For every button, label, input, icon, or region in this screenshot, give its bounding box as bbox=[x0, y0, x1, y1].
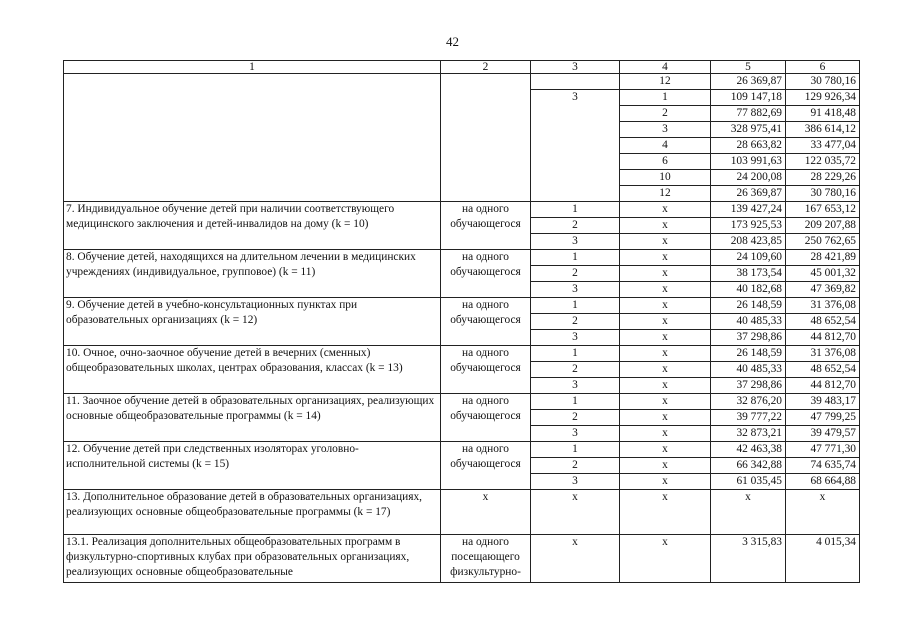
value-cell: 48 652,54 bbox=[786, 362, 860, 378]
header-cell: 5 bbox=[711, 61, 786, 74]
index-cell: x bbox=[620, 298, 711, 314]
table-row bbox=[64, 202, 860, 218]
group-cell: 2 bbox=[531, 218, 620, 234]
value-cell: 28 421,89 bbox=[786, 250, 860, 266]
index-cell: x bbox=[620, 362, 711, 378]
value-cell: 129 926,34 bbox=[786, 90, 860, 106]
value-cell: x bbox=[711, 490, 786, 535]
table-row bbox=[64, 442, 860, 458]
row-description: 7. Индивидуальное обучение детей при наличии соответствующего медицинского заключения и детей-инвалидов на дому (k = 10) bbox=[64, 202, 441, 250]
row-description: 10. Очное, очно-заочное обучение детей в вечерних (сменных) общеобразовательных школах, центрах образования, классах (k = 13) bbox=[64, 346, 441, 394]
row-description: 9. Обучение детей в учебно-консультационных пунктах при образовательных организациях (k = 12) bbox=[64, 298, 441, 346]
index-cell: 12 bbox=[620, 186, 711, 202]
index-cell: x bbox=[620, 218, 711, 234]
value-cell: 48 652,54 bbox=[786, 314, 860, 330]
value-cell: 61 035,45 bbox=[711, 474, 786, 490]
group-cell: 3 bbox=[531, 426, 620, 442]
group-cell: 3 bbox=[531, 330, 620, 346]
continued-unit bbox=[441, 74, 531, 202]
index-cell: 4 bbox=[620, 138, 711, 154]
header-cell: 4 bbox=[620, 61, 711, 74]
value-cell: 47 799,25 bbox=[786, 410, 860, 426]
value-cell: 32 873,21 bbox=[711, 426, 786, 442]
group-cell: 1 bbox=[531, 394, 620, 410]
group-cell: 1 bbox=[531, 298, 620, 314]
unit-cell: на одного посещающего физкультурно- bbox=[441, 535, 531, 583]
value-cell: 47 771,30 bbox=[786, 442, 860, 458]
unit-cell: на одного обучающегося bbox=[441, 298, 531, 346]
value-cell: 31 376,08 bbox=[786, 346, 860, 362]
index-cell: x bbox=[620, 266, 711, 282]
continued-description bbox=[64, 74, 441, 202]
value-cell: 40 485,33 bbox=[711, 314, 786, 330]
value-cell: 91 418,48 bbox=[786, 106, 860, 122]
value-cell: 28 663,82 bbox=[711, 138, 786, 154]
value-cell: 24 200,08 bbox=[711, 170, 786, 186]
table-row bbox=[64, 298, 860, 314]
index-cell: x bbox=[620, 410, 711, 426]
index-cell: x bbox=[620, 346, 711, 362]
cost-table bbox=[63, 60, 860, 583]
empty-cell bbox=[531, 74, 620, 90]
value-cell: 45 001,32 bbox=[786, 266, 860, 282]
group-cell: 2 bbox=[531, 266, 620, 282]
value-cell: 386 614,12 bbox=[786, 122, 860, 138]
value-cell: 40 485,33 bbox=[711, 362, 786, 378]
value-cell: x bbox=[786, 490, 860, 535]
unit-cell: на одного обучающегося bbox=[441, 346, 531, 394]
value-cell: 26 369,87 bbox=[711, 186, 786, 202]
group-cell: 3 bbox=[531, 234, 620, 250]
index-cell: x bbox=[620, 442, 711, 458]
value-cell: 4 015,34 bbox=[786, 535, 860, 583]
index-cell: x bbox=[620, 250, 711, 266]
index-cell: x bbox=[620, 282, 711, 298]
group-cell: 2 bbox=[531, 362, 620, 378]
value-cell: 173 925,53 bbox=[711, 218, 786, 234]
value-cell: 66 342,88 bbox=[711, 458, 786, 474]
value-cell: 47 369,82 bbox=[786, 282, 860, 298]
value-cell: 74 635,74 bbox=[786, 458, 860, 474]
group-cell: 3 bbox=[531, 90, 620, 202]
row-description: 13.1. Реализация дополнительных общеобразовательных программ в физкультурно-спортивных клубах при образовательных организациях, реализующих основные общеобразовательные bbox=[64, 535, 441, 583]
index-cell: x bbox=[620, 202, 711, 218]
index-cell: 6 bbox=[620, 154, 711, 170]
index-cell: x bbox=[620, 474, 711, 490]
value-cell: 26 148,59 bbox=[711, 346, 786, 362]
value-cell: 33 477,04 bbox=[786, 138, 860, 154]
group-cell: 1 bbox=[531, 250, 620, 266]
index-cell: x bbox=[620, 394, 711, 410]
row-description: 12. Обучение детей при следственных изоляторах уголовно-исполнительной системы (k = 15) bbox=[64, 442, 441, 490]
value-cell: 328 975,41 bbox=[711, 122, 786, 138]
value-cell: 44 812,70 bbox=[786, 330, 860, 346]
unit-cell: на одного обучающегося bbox=[441, 202, 531, 250]
index-cell: 1 bbox=[620, 90, 711, 106]
value-cell: 38 173,54 bbox=[711, 266, 786, 282]
index-cell: x bbox=[620, 234, 711, 250]
value-cell: 32 876,20 bbox=[711, 394, 786, 410]
value-cell: 31 376,08 bbox=[786, 298, 860, 314]
value-cell: 208 423,85 bbox=[711, 234, 786, 250]
table-row bbox=[64, 490, 860, 535]
value-cell: 24 109,60 bbox=[711, 250, 786, 266]
index-cell: x bbox=[620, 535, 711, 583]
unit-cell: на одного обучающегося bbox=[441, 394, 531, 442]
group-cell: 3 bbox=[531, 378, 620, 394]
value-cell: 209 207,88 bbox=[786, 218, 860, 234]
value-cell: x bbox=[531, 490, 620, 535]
row-description: 8. Обучение детей, находящихся на длительном лечении в медицинских учреждениях (индивидуальное, групповое) (k = 11) bbox=[64, 250, 441, 298]
value-cell: 122 035,72 bbox=[786, 154, 860, 170]
header-row bbox=[64, 61, 860, 74]
row-description: 13. Дополнительное образование детей в образовательных организациях, реализующих основные общеобразовательные программы (k = 17) bbox=[64, 490, 441, 535]
table-row bbox=[64, 394, 860, 410]
index-cell: 2 bbox=[620, 106, 711, 122]
page-number: 42 bbox=[446, 34, 459, 49]
index-cell: x bbox=[620, 458, 711, 474]
value-cell: 39 479,57 bbox=[786, 426, 860, 442]
value-cell: x bbox=[441, 490, 531, 535]
group-cell: 1 bbox=[531, 346, 620, 362]
value-cell: 39 483,17 bbox=[786, 394, 860, 410]
unit-cell: на одного обучающегося bbox=[441, 442, 531, 490]
index-cell: 10 bbox=[620, 170, 711, 186]
value-cell: 30 780,16 bbox=[786, 186, 860, 202]
group-cell: 1 bbox=[531, 202, 620, 218]
table-row bbox=[64, 250, 860, 266]
group-cell: 1 bbox=[531, 442, 620, 458]
unit-cell: на одного обучающегося bbox=[441, 250, 531, 298]
value-cell: 68 664,88 bbox=[786, 474, 860, 490]
group-cell: 2 bbox=[531, 314, 620, 330]
header-cell: 1 bbox=[64, 61, 441, 74]
group-cell: 3 bbox=[531, 282, 620, 298]
value-cell: 37 298,86 bbox=[711, 378, 786, 394]
value-cell: 42 463,38 bbox=[711, 442, 786, 458]
group-cell: 3 bbox=[531, 474, 620, 490]
value-cell: 26 148,59 bbox=[711, 298, 786, 314]
table-row bbox=[64, 346, 860, 362]
index-cell: 3 bbox=[620, 122, 711, 138]
index-cell: x bbox=[620, 314, 711, 330]
value-cell: 139 427,24 bbox=[711, 202, 786, 218]
index-cell: x bbox=[620, 378, 711, 394]
header-cell: 6 bbox=[786, 61, 860, 74]
header-cell: 2 bbox=[441, 61, 531, 74]
value-cell: 28 229,26 bbox=[786, 170, 860, 186]
value-cell: 40 182,68 bbox=[711, 282, 786, 298]
index-cell: x bbox=[620, 330, 711, 346]
header-cell: 3 bbox=[531, 61, 620, 74]
value-cell: 44 812,70 bbox=[786, 378, 860, 394]
table-row bbox=[64, 74, 860, 90]
value-cell: 167 653,12 bbox=[786, 202, 860, 218]
group-cell: 2 bbox=[531, 410, 620, 426]
row-description: 11. Заочное обучение детей в образовательных организациях, реализующих основные общеобразовательные программы (k = 14) bbox=[64, 394, 441, 442]
value-cell: 77 882,69 bbox=[711, 106, 786, 122]
value-cell: 103 991,63 bbox=[711, 154, 786, 170]
value-cell: 3 315,83 bbox=[711, 535, 786, 583]
value-cell: 37 298,86 bbox=[711, 330, 786, 346]
index-cell: x bbox=[620, 426, 711, 442]
value-cell: 39 777,22 bbox=[711, 410, 786, 426]
table-row bbox=[64, 535, 860, 583]
value-cell: 30 780,16 bbox=[786, 74, 860, 90]
value-cell: 250 762,65 bbox=[786, 234, 860, 250]
value-cell: 109 147,18 bbox=[711, 90, 786, 106]
value-cell: x bbox=[620, 490, 711, 535]
index-cell: 12 bbox=[620, 74, 711, 90]
group-cell: x bbox=[531, 535, 620, 583]
value-cell: 26 369,87 bbox=[711, 74, 786, 90]
group-cell: 2 bbox=[531, 458, 620, 474]
